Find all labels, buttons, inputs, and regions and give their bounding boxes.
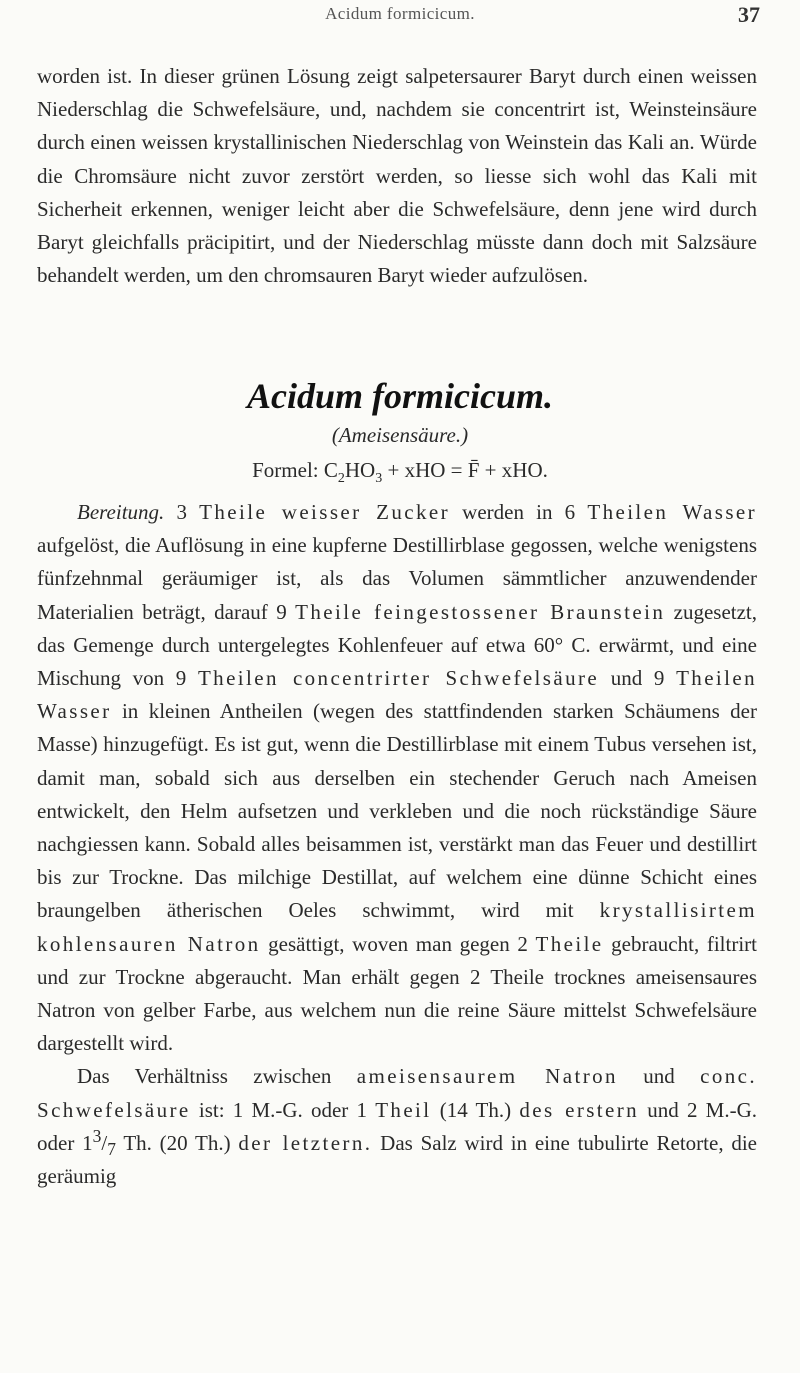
page-number: 37 [738, 2, 760, 27]
text-run: aufgelöst, die Auflösung in eine kupferne Destillirblase gegossen, welche wenigstens fünfzehnmal geräumiger ist, als das Volumen sämmtlicher anzuwendender Materialien beträgt, darauf 9 [37, 533, 757, 624]
text-run: und [617, 1064, 701, 1089]
fraction-slash: / [101, 1130, 108, 1155]
text-run: und 2 M.-G. oder 1 [37, 1097, 757, 1155]
spaced-run: conc. Schwefelsäure [37, 1064, 757, 1122]
spaced-run: Theilen concentrirter Schwefelsäure [197, 666, 600, 691]
text-run: gebraucht, filtrirt und zur Trockne abgeraucht. Man erhält gegen 2 Theile trocknes ameisensaures Natron von gelber Farbe, aus welchem nun die reine Säure mittelst Schwefelsäure dargestellt wird. [37, 931, 757, 1056]
body-text [37, 496, 757, 1193]
formula-rest: + xHO = F̄ + xHO. [387, 458, 548, 482]
spaced-run: krystallisirtem kohlensauren Natron [37, 898, 757, 956]
spaced-run: Theilen Wasser [37, 666, 758, 724]
fraction-denominator: 7 [107, 1139, 116, 1160]
section-title: Acidum formicicum. [247, 376, 553, 416]
formula-label: Formel: [252, 458, 319, 482]
text-run: 3 [164, 500, 200, 524]
text-run: in kleinen Antheilen (wegen des stattfindenden starken Schäumens der Masse) hinzugefügt. Es ist gut, wenn die Destillirblase mit einem Tubus versehen ist, damit man, sobald sich aus derselben ein stechender Geruch nach Ameisen entwickelt, den Helm aufsetzen und verkleben und die noch rückständige Säure nachgiessen kann. Sobald alles beisammen ist, verstärkt man das Feuer und destillirt bis zur Trockne. Das milchige Destillat, auf welchem eine dünne Schicht eines braungelben ätherischen Oeles schwimmt, wird mit [37, 699, 757, 923]
text-run: Das Salz wird in eine tubulirte Retorte, die geräumig [37, 1130, 757, 1189]
spaced-run: Theile weisser Zucker [199, 500, 450, 524]
text-run: Das Verhältniss zwischen [77, 1064, 357, 1089]
preparation-paragraph [37, 496, 757, 1060]
text-run: zugesetzt, das Gemenge durch untergelegtes Kohlenfeuer auf etwa 60° C. erwärmt, und eine Mischung von 9 [37, 599, 758, 691]
formula-ho: HO [344, 458, 376, 482]
intro-paragraph: worden ist. In dieser grünen Lösung zeigt salpetersaurer Baryt durch einen weissen Niederschlag die Schwefelsäure, und, nachdem sie concentrirt ist, Weinsteinsäure durch einen weissen krystallinischen Niederschlag von Weinstein das Kali an. Würde die Chromsäure nicht zuvor zerstört werden, so liesse sich wohl das Kali mit Sicherheit erkennen, weniger leicht aber die Schwefelsäure, denn jene wird durch Baryt gleichfalls präcipitirt, und der Niederschlag müsste dann doch mit Salzsäure behandelt werden, um den chromsauren Baryt wieder aufzulösen. [37, 64, 757, 288]
text-run: und 9 [599, 666, 677, 691]
spaced-run: Theile feingestossener Braunstein [295, 599, 666, 624]
spaced-run: Theil [375, 1097, 432, 1122]
spaced-run: Theilen Wasser [587, 500, 757, 524]
ratio-paragraph [37, 1060, 757, 1193]
section-subtitle: (Ameisensäure.) [331, 423, 469, 447]
text-run: (14 Th.) [431, 1097, 520, 1122]
running-title: Acidum formicicum. [325, 4, 475, 23]
formula-oxygen-sub: 3 [375, 471, 383, 487]
lead-word: Bereitung. [77, 500, 165, 524]
text-run: gesättigt, woven man gegen 2 [260, 931, 536, 956]
running-head [0, 4, 800, 34]
fraction-numerator: 3 [92, 1125, 102, 1146]
text-run: werden in 6 [449, 500, 588, 524]
spaced-run: der letztern. [238, 1130, 373, 1155]
spaced-run: des erstern [519, 1097, 640, 1122]
text-run: ist: 1 M.-G. oder 1 [190, 1097, 376, 1122]
spaced-run: ameisensaurem Natron [356, 1064, 618, 1089]
spaced-run: Theile [535, 931, 604, 956]
formula-carbon-sub: 2 [337, 471, 345, 487]
formula-line [0, 458, 800, 487]
formula-carbon: C [323, 458, 338, 482]
text-run: Th. (20 Th.) [115, 1130, 239, 1155]
